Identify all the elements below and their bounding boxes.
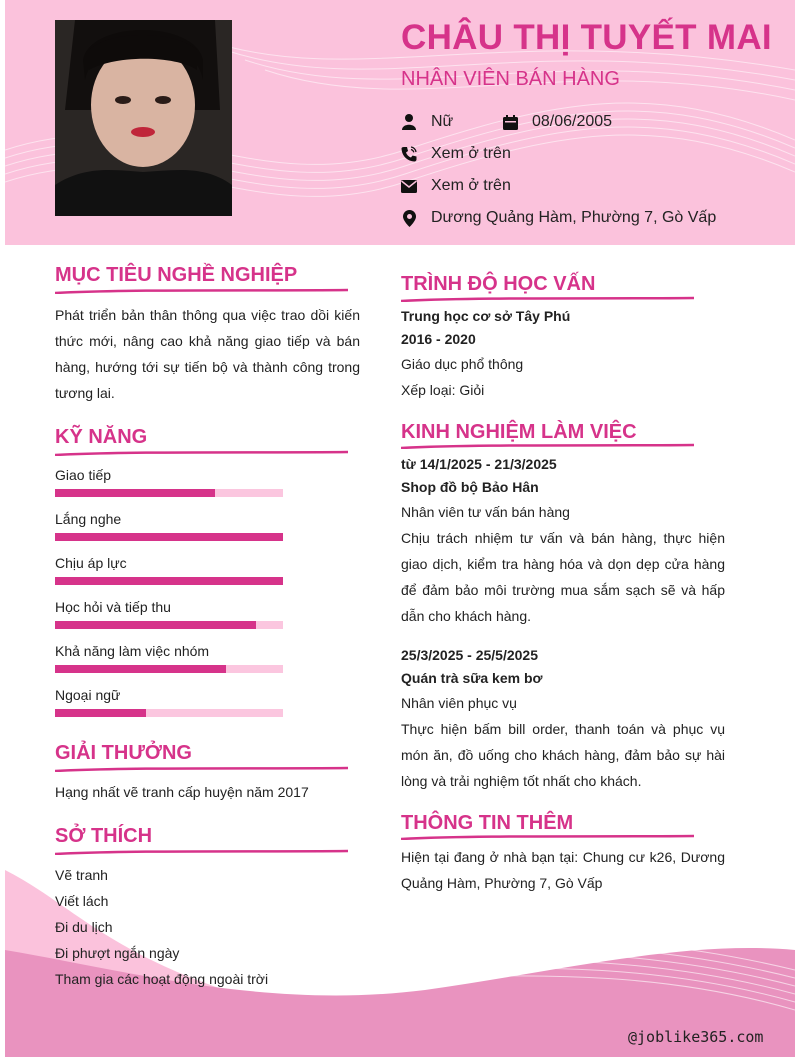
skill-label: Ngoại ngữ xyxy=(55,687,121,703)
email-value: Xem ở trên xyxy=(431,177,511,194)
job-description: Chịu trách nhiệm tư vấn và bán hàng, thực hiện giao dịch, kiểm tra hàng hóa và dọn dẹp cửa hàng để đảm bảo môi trường mua sắm sạch sẽ và hấp dẫn cho khách hàng. xyxy=(401,530,725,624)
objective-title: MỤC TIÊU NGHỀ NGHIỆP xyxy=(55,264,298,286)
skill-label: Khả năng làm việc nhóm xyxy=(55,643,210,659)
skill-label: Giao tiếp xyxy=(55,467,112,483)
job-period: từ 14/1/2025 - 21/3/2025 xyxy=(401,456,557,472)
skill-bar-fill xyxy=(55,621,256,629)
skill-bar-fill xyxy=(55,489,215,497)
education-program: Giáo dục phổ thông xyxy=(401,356,524,372)
skills-title-underline xyxy=(55,450,350,456)
gender-row xyxy=(401,113,453,131)
job-description: Thực hiện bấm bill order, thanh toán và phục vụ món ăn, đồ uống cho khách hàng, đảm bảo sự hài lòng và trải nghiệm tốt nhất cho khách. xyxy=(401,721,725,789)
objective-title-underline xyxy=(55,288,350,294)
birthdate-row xyxy=(502,113,612,131)
education-school: Trung học cơ sở Tây Phú xyxy=(401,308,571,324)
skills-title: KỸ NĂNG xyxy=(55,426,148,448)
extra-info-text: Hiện tại đang ở nhà bạn tại: Chung cư k26, Dương Quảng Hàm, Phường 7, Gò Vấp xyxy=(401,849,725,891)
calendar-icon xyxy=(502,114,518,130)
skill-bar-fill xyxy=(55,665,226,673)
awards-title: GIẢI THƯỞNG xyxy=(55,742,192,764)
skill-bar-fill xyxy=(55,533,283,541)
envelope-icon xyxy=(401,178,417,194)
address-row xyxy=(401,209,716,227)
email-row xyxy=(401,177,511,195)
skill-bar xyxy=(55,577,283,585)
education-grade: Xếp loại: Giỏi xyxy=(401,382,485,398)
experience-title: KINH NGHIỆM LÀM VIỆC xyxy=(401,421,637,443)
user-icon xyxy=(401,114,417,130)
skill-bar xyxy=(55,533,283,541)
watermark: @joblike365.com xyxy=(628,1028,764,1046)
skill-bar xyxy=(55,489,283,497)
skill-label: Chịu áp lực xyxy=(55,555,127,571)
birthdate-value: 08/06/2005 xyxy=(532,113,613,130)
address-value: Dương Quảng Hàm, Phường 7, Gò Vấp xyxy=(431,209,717,226)
hobby-item: Đi du lịch xyxy=(55,919,113,935)
gender-value: Nữ xyxy=(431,113,454,130)
hobby-item: Tham gia các hoạt động ngoài trời xyxy=(55,971,269,987)
candidate-name: CHÂU THỊ TUYẾT MAI xyxy=(401,18,772,57)
education-period: 2016 - 2020 xyxy=(401,331,476,347)
skill-bar xyxy=(55,709,283,717)
skill-bar xyxy=(55,621,283,629)
awards-title-underline xyxy=(55,766,350,772)
profile-photo xyxy=(55,20,232,216)
skill-label: Học hỏi và tiếp thu xyxy=(55,599,171,615)
job-company: Quán trà sữa kem bơ xyxy=(401,670,543,686)
job-position: Nhân viên tư vấn bán hàng xyxy=(401,504,570,520)
phone-icon xyxy=(401,146,417,162)
hobby-item: Vẽ tranh xyxy=(55,867,108,883)
extra-info-title-underline xyxy=(401,834,696,840)
objective-text: Phát triển bản thân thông qua việc trao dồi kiến thức mới, nâng cao khả năng giao tiếp và bán hàng, hướng tới sự tiến bộ và thành công trong tương lai. xyxy=(55,307,360,401)
skill-bar xyxy=(55,665,283,673)
job-company: Shop đồ bộ Bảo Hân xyxy=(401,479,539,495)
extra-info-title: THÔNG TIN THÊM xyxy=(401,812,574,834)
skill-label: Lắng nghe xyxy=(55,511,122,527)
phone-row xyxy=(401,145,511,163)
hobby-item: Viết lách xyxy=(55,893,109,909)
hobbies-title: SỞ THÍCH xyxy=(55,825,153,847)
experience-title-underline xyxy=(401,443,696,449)
header-banner xyxy=(5,0,795,245)
skill-bar-fill xyxy=(55,577,283,585)
education-title: TRÌNH ĐỘ HỌC VẤN xyxy=(401,273,596,295)
map-pin-icon xyxy=(401,210,417,226)
award-item: Hạng nhất vẽ tranh cấp huyện năm 2017 xyxy=(55,784,309,800)
phone-value: Xem ở trên xyxy=(431,145,511,162)
hobbies-title-underline xyxy=(55,849,350,855)
skill-bar-fill xyxy=(55,709,146,717)
job-period: 25/3/2025 - 25/5/2025 xyxy=(401,647,539,663)
hobby-item: Đi phượt ngắn ngày xyxy=(55,945,180,961)
job-title: NHÂN VIÊN BÁN HÀNG xyxy=(401,68,620,90)
education-title-underline xyxy=(401,296,696,302)
job-position: Nhân viên phục vụ xyxy=(401,695,517,711)
